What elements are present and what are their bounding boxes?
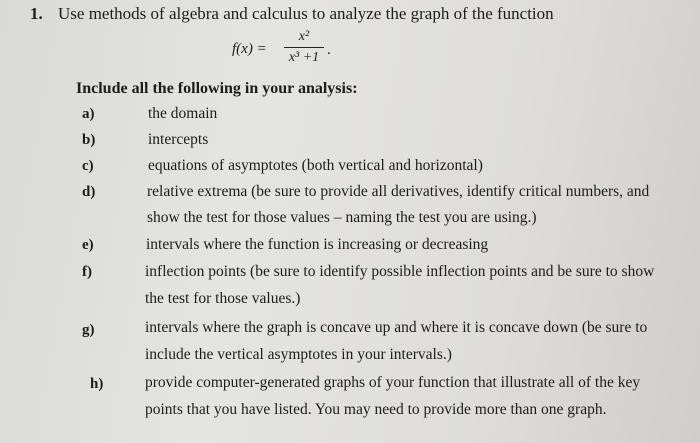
formula-lhs: f(x) = xyxy=(232,41,267,57)
item-text-d-line1: relative extrema (be sure to provide all derivatives, identify critical numbers, and xyxy=(147,183,650,200)
item-text-e: intervals where the function is increasing or decreasing xyxy=(146,236,489,253)
item-text-c: equations of asymptotes (both vertical and horizontal) xyxy=(148,157,483,174)
question-text: Use methods of algebra and calculus to analyze the graph of the function xyxy=(58,4,554,23)
item-text-h-line2: points that you have listed. You may need to provide more than one graph. xyxy=(145,401,607,418)
item-letter-g: g) xyxy=(82,322,95,338)
analysis-heading: Include all the following in your analysis: xyxy=(76,80,358,97)
item-letter-d: d) xyxy=(82,184,96,200)
item-text-f-line2: the test for those values.) xyxy=(145,290,301,307)
formula-fraction xyxy=(284,28,324,67)
item-letter-b: b) xyxy=(82,132,96,148)
item-text-g-line1: intervals where the graph is concave up and where it is concave down (be sure to xyxy=(145,319,648,336)
item-text-f-line1: inflection points (be sure to identify possible inflection points and be sure to show xyxy=(145,263,655,280)
item-letter-h: h) xyxy=(90,376,104,392)
question-number: 1. xyxy=(30,4,43,23)
item-text-b: intercepts xyxy=(148,131,209,148)
fraction-bar xyxy=(284,47,324,48)
item-text-d-line2: show the test for those values – naming the test you are using.) xyxy=(147,209,537,226)
formula-terminator: . xyxy=(327,42,331,58)
formula-denominator: x³ +1 xyxy=(288,50,320,65)
item-letter-f: f) xyxy=(82,264,92,280)
item-letter-e: e) xyxy=(82,237,94,253)
item-text-a: the domain xyxy=(148,105,218,122)
formula-numerator: x² xyxy=(298,29,310,44)
item-text-h-line1: provide computer-generated graphs of your function that illustrate all of the key xyxy=(145,374,641,391)
item-text-g-line2: include the vertical asymptotes in your intervals.) xyxy=(145,346,452,363)
item-letter-a: a) xyxy=(82,106,95,122)
item-letter-c: c) xyxy=(82,158,94,174)
